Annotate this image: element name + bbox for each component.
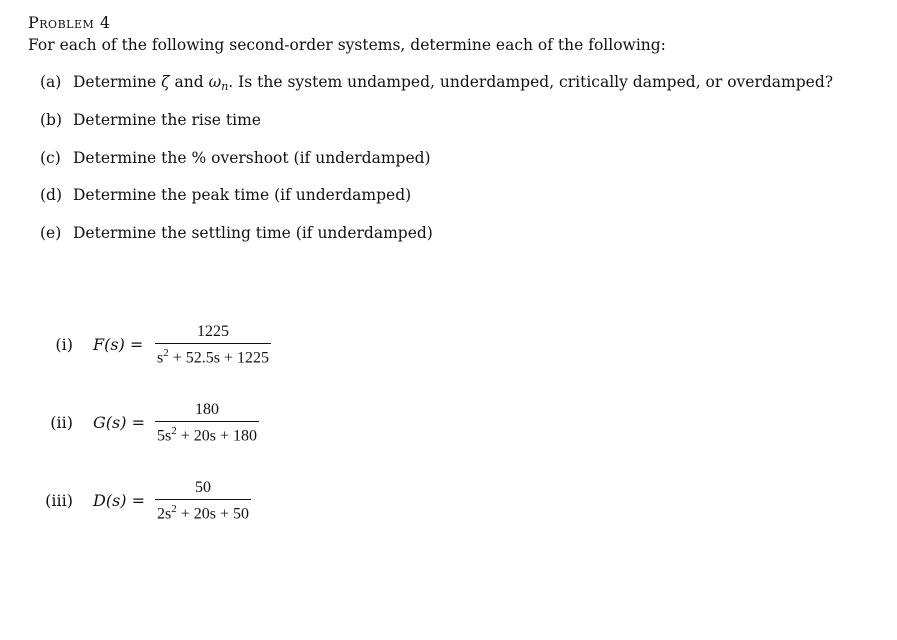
system-i-numerator: 1225 [155,323,271,344]
system-iii-arg: (s) [105,491,127,510]
system-iii-name: D [93,491,106,510]
system-i-lhs [93,335,143,354]
system-iii-denominator [155,500,251,523]
system-ii-den-a: 5s [157,427,172,445]
part-b-text: Determine the rise time [73,111,261,129]
part-a-text-pre: Determine [73,73,162,91]
system-ii-lhs [93,413,145,432]
system-ii-numerator: 180 [155,401,259,422]
part-a-text-post: . Is the system undamped, underdamped, critically damped, or overdamped? [228,73,834,91]
omega-symbol: ω [208,73,222,91]
system-ii-denominator [155,422,259,445]
zeta-symbol: ζ [161,73,170,91]
system-iii-equals: = [126,491,146,510]
system-ii-fraction [155,401,259,445]
system-i-name: F [93,335,105,354]
part-e [40,224,433,242]
system-i-den-sq: 2 [163,347,169,359]
system-i-label: (i) [55,335,73,354]
system-ii-label: (ii) [50,413,73,432]
part-b [40,111,261,129]
system-ii-name: G [93,413,106,432]
system-iii-den-rest: + 20s + 50 [176,505,250,523]
part-e-text: Determine the settling time (if underdamped) [73,224,433,242]
problem-intro: For each of the following second-order systems, determine each of the following: [28,36,666,54]
system-ii-den-sq: 2 [171,425,177,437]
part-b-label: (b) [40,111,63,129]
system-i-denominator [155,344,271,367]
part-a [40,73,833,93]
part-e-label: (e) [40,224,62,242]
system-iii-label: (iii) [45,491,73,510]
part-a-and: and [169,73,209,91]
system-iii-numerator: 50 [155,479,251,500]
system-iii-den-a: 2s [157,505,172,523]
part-a-label: (a) [40,73,62,91]
part-c [40,149,431,167]
system-ii-den-rest: + 20s + 180 [176,427,258,445]
system-iii-lhs [93,491,145,510]
problem-heading: Problem 4 [28,13,111,32]
part-c-label: (c) [40,149,61,167]
system-i-den-a: s [157,349,164,367]
omega-subscript: n [221,80,229,93]
system-iii-fraction [155,479,251,523]
system-i-den-rest: + 52.5s + 1225 [168,349,270,367]
system-i-fraction [155,323,271,367]
part-c-text: Determine the % overshoot (if underdamped) [73,149,431,167]
system-i-equals: = [124,335,144,354]
system-ii-equals: = [126,413,145,432]
part-d [40,186,411,204]
system-i-arg: (s) [104,335,125,354]
part-d-text: Determine the peak time (if underdamped) [73,186,412,204]
part-d-label: (d) [40,186,63,204]
system-iii-den-sq: 2 [171,503,177,515]
system-ii-arg: (s) [105,413,127,432]
